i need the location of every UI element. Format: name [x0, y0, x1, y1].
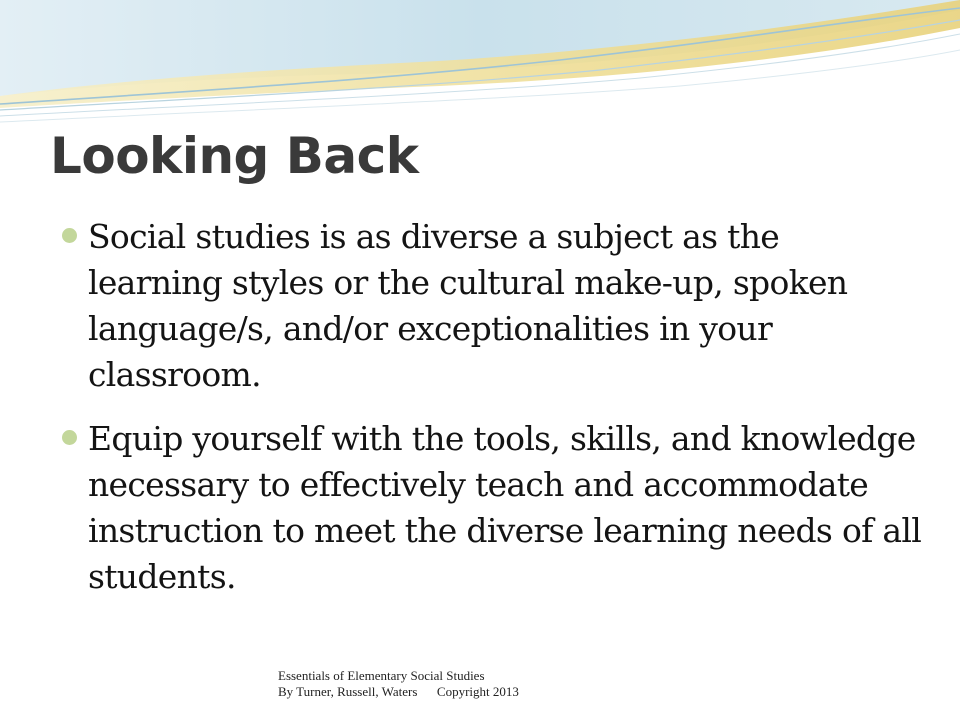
decorative-wave-banner — [0, 0, 960, 130]
bullet-item — [62, 214, 922, 398]
bullet-marker-icon — [62, 430, 77, 445]
footer — [278, 668, 519, 700]
bullet-item — [62, 416, 922, 600]
footer-line-1: Essentials of Elementary Social Studies — [278, 668, 485, 683]
bullet-text: Equip yourself with the tools, skills, and knowledge necessary to effectively teach and accommodate instruction to meet the diverse learning needs of all students. — [88, 419, 922, 596]
bullet-text: Social studies is as diverse a subject as the learning styles or the cultural make-up, spoken language/s, and/or exceptionalities in your classroom. — [88, 217, 848, 394]
bullet-list — [62, 214, 922, 618]
slide-title: Looking Back — [50, 127, 419, 185]
footer-line-2: By Turner, Russell, Waters Copyright 2013 — [278, 684, 519, 699]
bullet-marker-icon — [62, 228, 77, 243]
